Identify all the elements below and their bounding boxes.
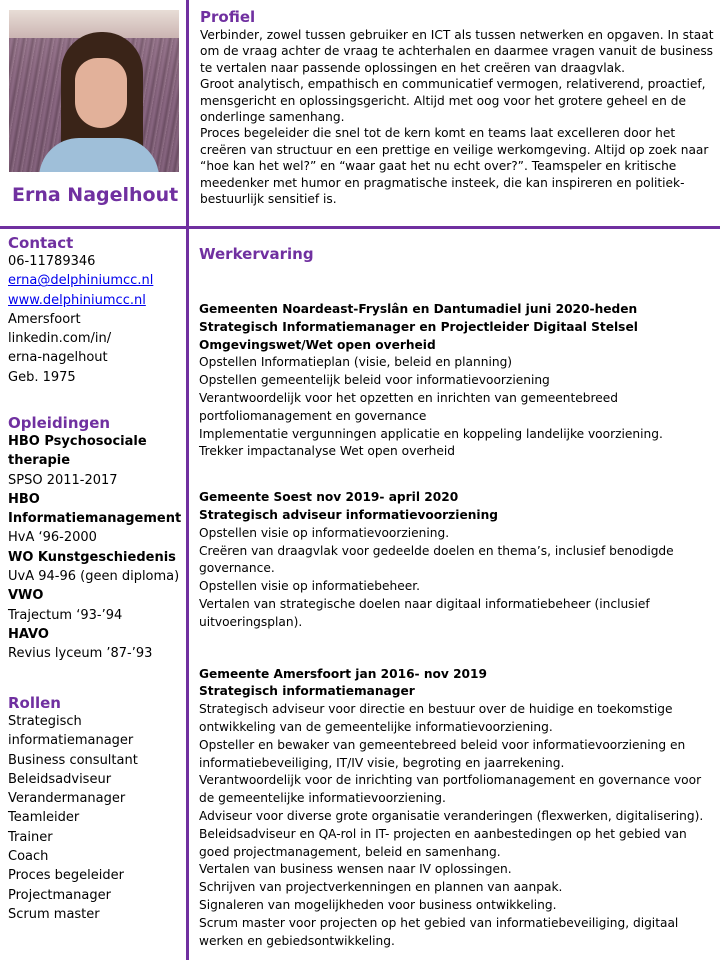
role-item: Beleidsadviseur [8,771,112,787]
website-link[interactable]: www.delphiniumcc.nl [8,292,146,308]
job-line: Opstellen Informatieplan (visie, beleid en planning) [199,355,513,370]
education-title: HBO Psychosociale [8,434,147,449]
profile-paragraph: Verbinder, zowel tussen gebruiker en ICT als tussen netwerken en opgaven. In staat om de vraag achter de vraag te achterhalen en daarmee vragen vanuit de business te vertalen naar passende oplossingen en het creëren van draagvlak. [200,28,714,75]
job-title: Strategisch adviseur informatievoorziening [199,507,498,522]
role-item: Strategisch [8,714,82,729]
job-title: Gemeente Amersfoort jan 2016- nov 2019 [199,666,488,681]
education-title: HBO [8,491,40,507]
education-title: therapie [8,453,71,469]
job-title: Omgevingswet/Wet open overheid [199,337,436,352]
job-line: Signaleren van mogelijkheden voor business ontwikkeling. [199,897,557,912]
job-line: Opstellen visie op informatievoorziening. [199,525,450,540]
role-item: informatiemanager [8,733,134,749]
job-line: Creëren van draagvlak voor gedeelde doelen en thema’s, inclusief benodigde governance. [199,543,674,576]
job-title: Strategisch Informatiemanager en Projectleider Digitaal Stelsel [199,319,638,334]
job-line: Schrijven van projectverkenningen en plannen van aanpak. [199,880,563,895]
vertical-divider [186,0,189,960]
job-line: Scrum master voor projecten op het gebied van informatiebeveiliging, digitaal werken en gebiedsontwikkeling. [199,915,679,948]
education-detail: Trajectum ‘93-’94 [8,607,123,623]
work-heading: Werkervaring [199,245,314,263]
job-title: Gemeenten Noardeast-Fryslân en Dantumadiel juni 2020-heden [199,302,638,316]
education-detail: HvA ‘96-2000 [8,530,97,546]
job-entry [199,301,714,461]
job-entry [199,489,714,631]
role-item: Teamleider [8,810,80,826]
job-line: Opstellen visie op informatiebeheer. [199,579,420,594]
job-line: Beleidsadviseur en QA-rol in IT- projecten en aanbestedingen op het gebied van goed projectmanagement, beleid en samenhang. [199,826,687,859]
education-detail: UvA 94-96 (geen diploma) [8,569,180,585]
profile-heading: Profiel [200,8,256,26]
job-line: Adviseur voor diverse grote organisatie veranderingen (flexwerken, digitalisering). [199,808,704,823]
role-item: Business consultant [8,752,138,768]
job-entry [199,666,714,951]
work-experience-section [199,245,714,950]
job-line: Verantwoordelijk voor de inrichting van portfoliomanagement en governance voor de gemeentelijke informatievoorziening. [199,773,702,806]
job-line: Strategisch adviseur voor directie en bestuur over de huidige en toekomstige ontwikkeling van de gemeentelijke informatievoorziening. [199,702,673,734]
horizontal-divider [0,226,720,229]
contact-heading: Contact [8,234,74,252]
job-line: Vertalen van business wensen naar IV oplossingen. [199,862,512,877]
role-item: Proces begeleider [8,868,124,884]
linkedin-url-part2: erna-nagelhout [8,350,108,366]
role-item: Scrum master [8,906,100,922]
profile-section [200,8,715,207]
birth-year: Geb. 1975 [8,369,76,385]
job-line: Verantwoordelijk voor het opzetten en inrichten van gemeentebreed portfoliomanagement en governance [199,390,618,423]
job-title: Strategisch informatiemanager [199,684,415,699]
person-name: Erna Nagelhout [12,184,179,206]
job-line: Trekker impactanalyse Wet open overheid [199,444,455,459]
education-detail: Revius lyceum ’87-’93 [8,646,153,662]
job-line: Opstellen gemeentelijk beleid voor informatievoorziening [199,373,550,388]
education-detail: SPSO 2011-2017 [8,472,118,488]
email-link[interactable]: erna@delphiniumcc.nl [8,273,154,289]
city: Amersfoort [8,311,81,327]
role-item: Projectmanager [8,887,111,903]
roles-section [8,694,183,924]
job-title: Gemeente Soest nov 2019- april 2020 [199,490,459,505]
phone-number: 06-11789346 [8,254,96,269]
education-title: Informatiemanagement [8,511,182,527]
profile-paragraph: Groot analytisch, empathisch en communicatief vermogen, relativerend, proactief, mensgericht en oplossingsgericht. Altijd met oog voor het grotere geheel en de onderlinge samenhang. [200,77,706,125]
role-item: Trainer [8,829,53,845]
job-line: Opsteller en bewaker van gemeentebreed beleid voor informatievoorziening en informatiebeveiliging, IT/IV visie, begroting en jaarrekening. [199,737,686,770]
education-title: HAVO [8,626,49,642]
contact-section [8,234,183,387]
role-item: Verandermanager [8,791,126,807]
education-title: WO Kunstgeschiedenis [8,549,176,565]
education-heading: Opleidingen [8,414,111,432]
education-title: VWO [8,588,44,604]
profile-photo [9,10,179,172]
job-line: Implementatie vergunningen applicatie en koppeling landelijke voorziening. [199,426,663,441]
linkedin-url-part1: linkedin.com/in/ [8,331,112,347]
roles-heading: Rollen [8,694,61,712]
education-section [8,414,186,664]
job-line: Vertalen van strategische doelen naar digitaal informatiebeheer (inclusief uitvoeringsplan). [199,596,650,629]
profile-paragraph: Proces begeleider die snel tot de kern komt en teams laat excelleren door het creëren van structuur en een prettige en veilige werkomgeving. Altijd op zoek naar “hoe kan het wel?” en “waar gaat het nu echt over?”. Teamspeler en kritische meedenker met humor en pragmatische insteek, die kan inspireren en politiek-bestuurlijk sensitief is. [200,126,709,207]
role-item: Coach [8,849,49,865]
